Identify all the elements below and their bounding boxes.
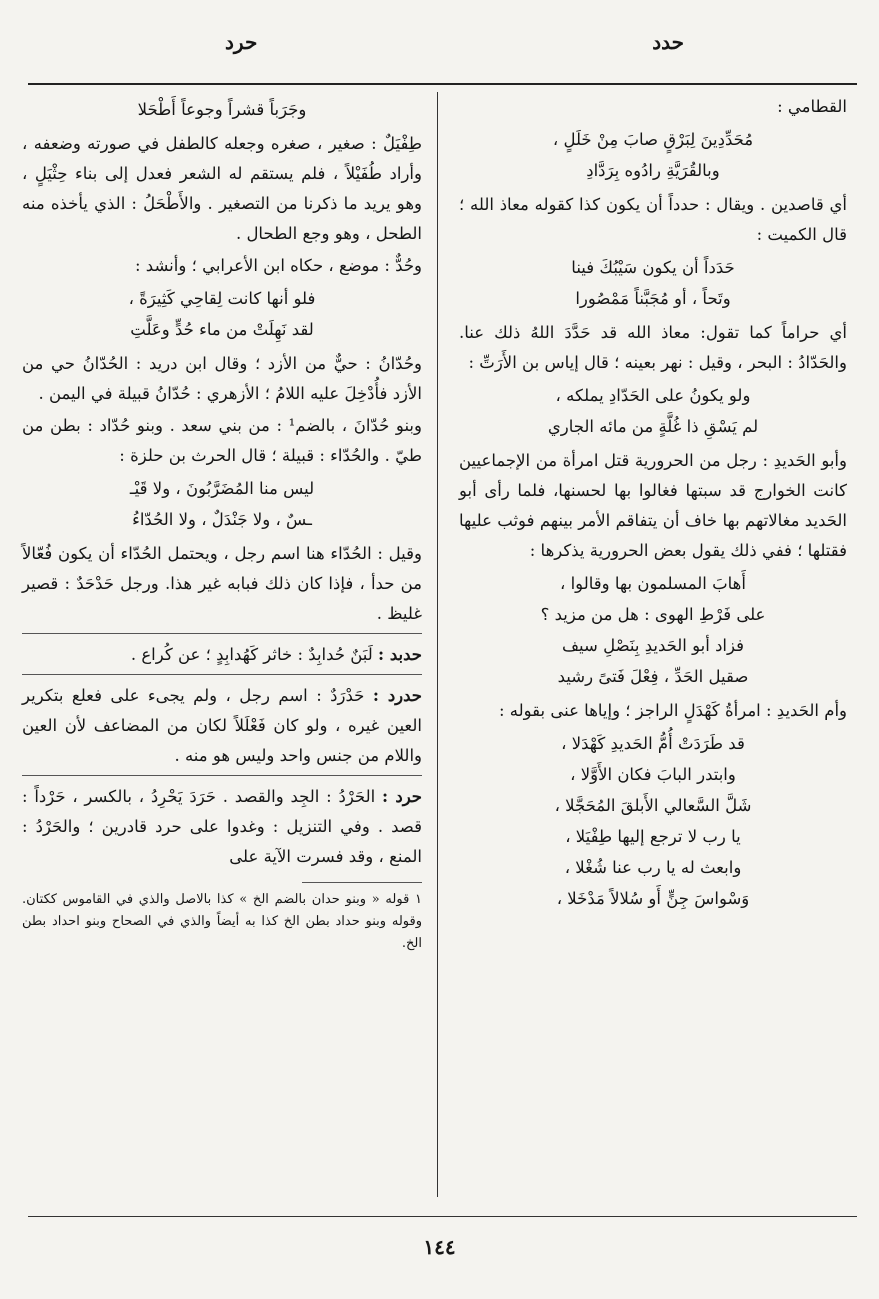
page-number: ١٤٤ <box>423 1235 456 1259</box>
paragraph: وقيل : الحُدّاء هنا اسم رجل ، ويحتمل الحُدّاء أن يكون فُعّالاً من حدأ ، فإذا كان ذلك فبابه غير هذا. ورجل حَدْحَدٌ : قصير غليظ . <box>22 544 422 623</box>
left-column <box>22 92 422 955</box>
entry-separator <box>22 775 422 776</box>
verse-line: ـسٌ ، ولا جَنْدَلٌ ، ولا الحُدّاءُ <box>132 510 312 529</box>
verse-block <box>459 252 847 314</box>
verse-block <box>459 728 847 914</box>
bottom-rule <box>28 1216 857 1217</box>
entry-text: الحَرْدُ : الجِد والقصد . حَرَدَ يَحْرِدُ ، بالكسر ، حَرْداً : قصد . وفي التنزيل : وغدوا على حرد قادرين ؛ والحَرْدُ : المنع ، وقد فسرت الآية على <box>22 787 422 866</box>
entry-headword: حدرد : <box>372 686 423 705</box>
paragraph: القطامي : <box>777 97 847 116</box>
running-head-right: حدد <box>652 30 684 54</box>
entry-headword: حدبد : <box>378 645 422 664</box>
paragraph: وحُدٌّ : موضع ، حكاه ابن الأعرابي ؛ وأنشد : <box>135 256 422 275</box>
top-rule <box>28 83 857 85</box>
entry-text: حَدْرَدٌ : اسم رجل ، ولم يجىء على فعلع بتكرير العين غيره ، ولو كان فَعْلَلاً لكان من المضاعف لأن العين واللام من جنس واحد وليس هو منه . <box>22 686 422 765</box>
entry-separator <box>22 674 422 675</box>
verse-line: شَلَّ السَّعالي الأَبلقَ المُحَجَّلا ، <box>554 796 752 815</box>
verse-line: وابتدر البابَ فكان الأَوَّلا ، <box>570 765 736 784</box>
verse-line: أَهابَ المسلمون بها وقالوا ، <box>560 574 746 593</box>
footnote-rule <box>302 882 422 883</box>
verse-line: ولو يكونُ على الحَدّادِ يملكه ، <box>555 386 751 405</box>
verse-line: مُحَدِّدِينَ لِبَرْقٍ صابَ مِنْ خَلَلٍ ، <box>552 130 754 149</box>
entry-text: لَبَنٌ حُدابِدٌ : خاثر كَهُدابِدٍ ؛ عن كُراع . <box>130 645 373 664</box>
column-divider <box>437 92 438 1197</box>
paragraph: طِفْيَلٌ : صغير ، صغره وجعله كالطفل في صورته وضعفه ، وأراد طُفَيْلاً ، فلم يستقم له الشعر فعدل إلى بناء حِثْيَلٍ ، وهو يريد ما ذكرنا من التصغير . والأَطْحَلُ : الذي يأخذه منه الطحل ، وهو وجع الطحال . <box>22 134 422 243</box>
verse-line: لقد نَهِلَتْ من ماء حُدٍّ وعَلَّتِ <box>130 320 314 339</box>
verse-line: يا رب لا ترجع إليها طِفْيَلا ، <box>565 827 741 846</box>
verse-block <box>459 568 847 692</box>
paragraph: وحُدّانُ : حيٌّ من الأزد ؛ وقال ابن دريد : الحُدّانُ حي من الأزد فأُدْخِلَ عليه اللامُ ؛ الأزهري : حُدّانُ قبيلة في اليمن . <box>22 354 422 403</box>
verse-line: وابعث له يا رب عنا شُغْلا ، <box>564 858 742 877</box>
verse-block <box>22 473 422 535</box>
footnote: ١ قوله « وبنو حدان بالضم الخ » كذا بالاصل والذي في القاموس ككتان. وقوله وبنو حداد بطن الخ كذا به أيضاً والذي في الصحاح وبنو احداد بطن الخ. <box>22 892 422 951</box>
dictionary-entry <box>22 640 422 670</box>
verse-block <box>22 94 422 125</box>
running-head-left: حرد <box>225 30 258 54</box>
verse-line: قد طَرَدَتْ أُمُّ الحَديدِ كَهْدَلا ، <box>561 734 745 753</box>
verse-line: لم يَسْقِ ذا غُلَّةٍ من مائه الجاري <box>547 417 759 436</box>
verse-line: ليس منا المُضَرَّبُونَ ، ولا قَيْـ <box>129 479 315 498</box>
paragraph: وأبو الحَديدِ : رجل من الحرورية قتل امرأة من الإجماعيين كانت الخوارج قد سبتها فغالوا بها لحسنها، فلما رأى أبو الحَديد مغالاتهم بها خاف أن يتفاقم الأمر بينهم فوثب عليها فقتلها ؛ ففي ذلك يقول بعض الحرورية يذكرها : <box>459 451 847 560</box>
verse-line: حَدَداً أن يكون سَيْبُكَ فينا <box>571 258 735 277</box>
dictionary-entry <box>22 782 422 872</box>
paragraph: أي قاصدين . ويقال : حدداً أن يكون كذا كقوله معاذ الله ؛ قال الكميت : <box>459 195 847 244</box>
verse-block <box>22 283 422 345</box>
verse-line: صقيل الحَدِّ ، فِعْلَ فَتىً رشيد <box>557 667 749 686</box>
entry-separator <box>22 633 422 634</box>
entry-headword: حرد : <box>381 787 422 806</box>
verse-line: وبالقُرَيَّةِ رادُوه بِرَدَّادِ <box>586 161 720 180</box>
verse-line: فلو أنها كانت لِقاحِي كَثِيرَةً ، <box>128 289 316 308</box>
verse-line: على فَرْطِ الهوى : هل من مزيد ؟ <box>540 605 766 624</box>
paragraph: وأم الحَديدِ : امرأةُ كَهْدَلٍ الراجز ؛ وإياها عنى بقوله : <box>498 701 847 720</box>
verse-line: فزاد أبو الحَديدِ بِنَصْلِ سيف <box>561 636 745 655</box>
verse-line: وَسْواسَ جِنٍّ أَو سُلالاً مَدْخَلا ، <box>556 889 750 908</box>
verse-block <box>459 380 847 442</box>
verse-line: وتَحاً ، أو مُجَبَّناً مَمْصُورا <box>575 289 731 308</box>
paragraph: أي حراماً كما تقول: معاذ الله قد حَدَّدَ اللهُ ذلك عنا. والحَدّادُ : البحر ، وقيل : نهر بعينه ؛ قال إياس بن الأَرَتِّ : <box>459 323 847 372</box>
verse-block <box>459 124 847 186</box>
dictionary-entry <box>22 681 422 771</box>
paragraph: وبنو حُدّانَ ، بالضم¹ : من بني سعد . وبنو حُدّاد : بطن من طيّ . والحُدّاء : قبيلة ؛ قال الحرث بن حلزة : <box>22 416 422 465</box>
right-column <box>459 92 847 918</box>
verse-line: وجَرَباً قشراً وجوعاً أَطْحَلا <box>137 100 307 119</box>
